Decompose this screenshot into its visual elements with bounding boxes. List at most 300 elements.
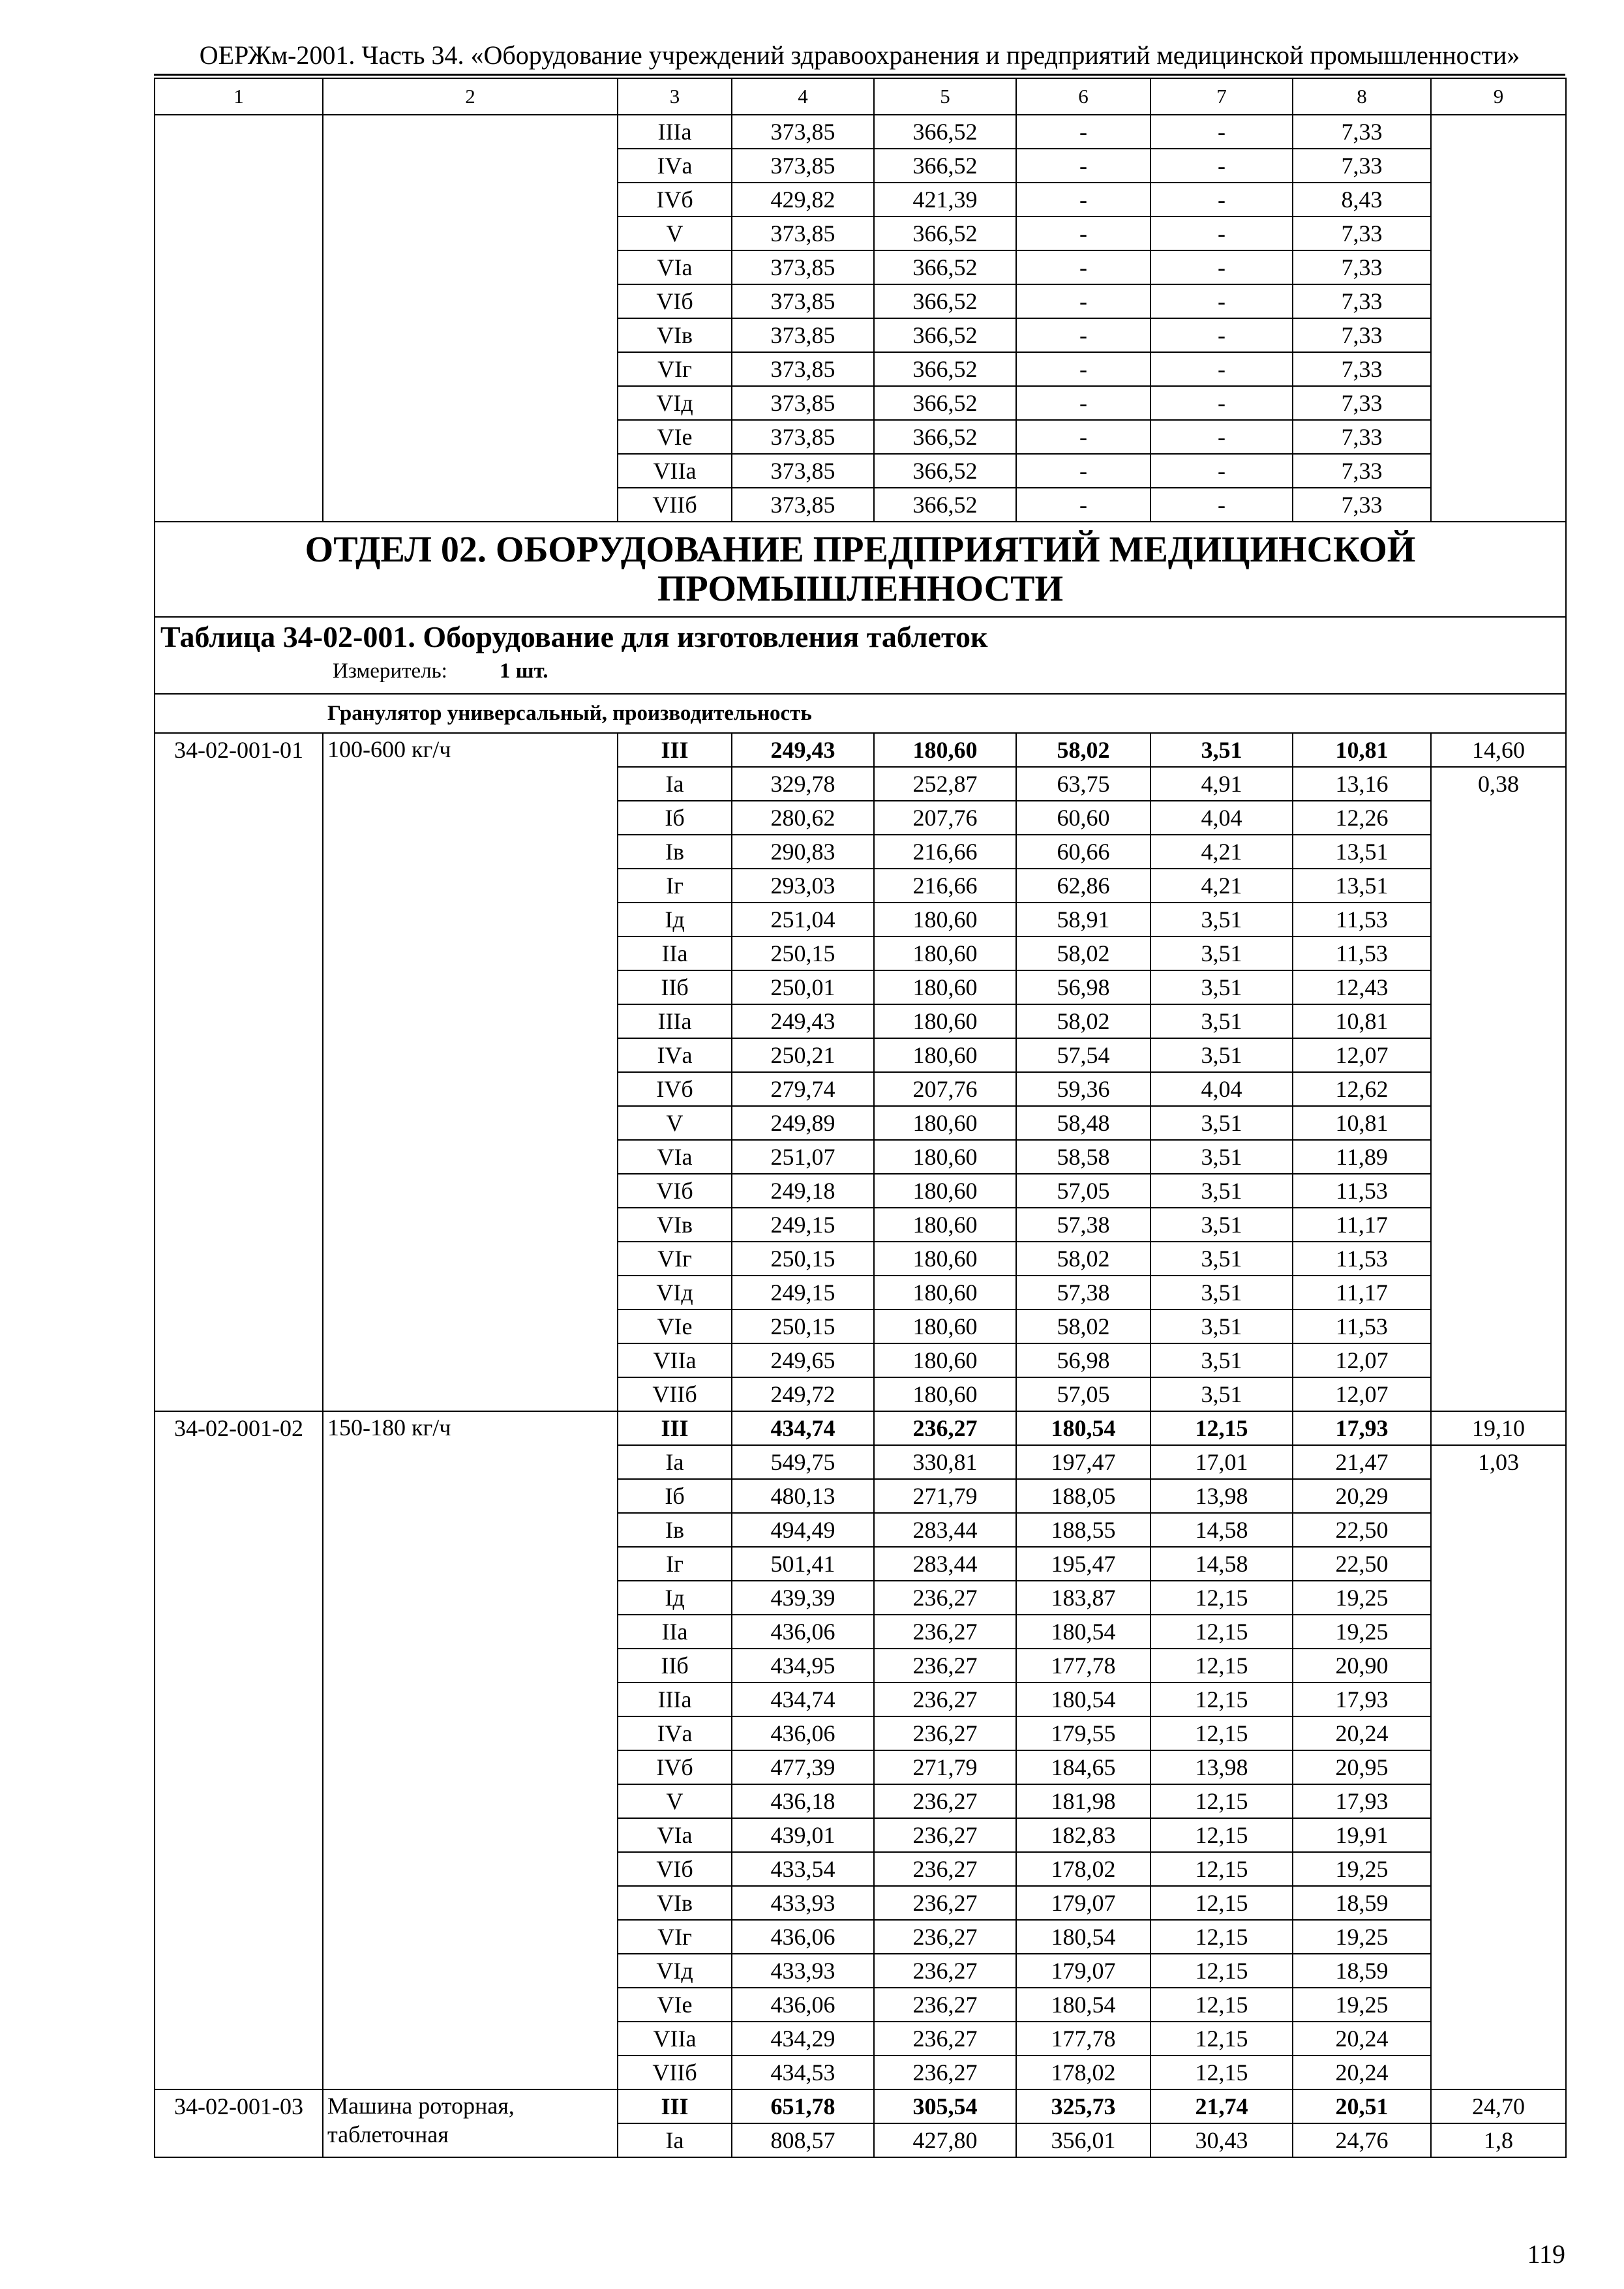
value-cell-c7: 4,91 (1150, 767, 1293, 801)
value-cell-c8: 17,93 (1293, 1784, 1431, 1818)
code-cell: 34-02-001-01 (155, 733, 323, 1411)
value-cell-c5: 180,60 (874, 1106, 1016, 1140)
value-cell-c5: 366,52 (874, 284, 1016, 318)
value-cell-c7: - (1150, 149, 1293, 183)
value-cell-c7: - (1150, 250, 1293, 284)
column-number: 7 (1150, 78, 1293, 115)
column-number: 1 (155, 78, 323, 115)
value-cell-c6: - (1016, 318, 1150, 352)
value-cell-c7: - (1150, 217, 1293, 250)
value-cell-c5: 271,79 (874, 1479, 1016, 1513)
zone-cell: Iб (618, 801, 732, 835)
value-cell-c4: 494,49 (732, 1513, 874, 1547)
value-cell-c7: 3,51 (1150, 1343, 1293, 1377)
value-cell-c5: 180,60 (874, 936, 1016, 970)
value-cell-c5: 366,52 (874, 149, 1016, 183)
value-cell-c8: 12,62 (1293, 1072, 1431, 1106)
value-cell-c5: 330,81 (874, 1445, 1016, 1479)
value-cell-c4: 439,39 (732, 1581, 874, 1615)
value-cell-c5: 236,27 (874, 1818, 1016, 1852)
table-row (155, 733, 1566, 767)
col9-cell (1431, 115, 1566, 522)
col9-cell: 1,8 (1431, 2123, 1566, 2157)
value-cell-c5: 180,60 (874, 1309, 1016, 1343)
zone-cell: VIIб (618, 1377, 732, 1411)
value-cell-c5: 366,52 (874, 420, 1016, 454)
value-cell-c5: 421,39 (874, 183, 1016, 217)
value-cell-c8: 11,89 (1293, 1140, 1431, 1174)
value-cell-c7: 30,43 (1150, 2123, 1293, 2157)
column-number: 9 (1431, 78, 1566, 115)
value-cell-c6: 179,07 (1016, 1954, 1150, 1988)
zone-cell: IVб (618, 1072, 732, 1106)
value-cell-c8: 12,07 (1293, 1343, 1431, 1377)
value-cell-c5: 236,27 (874, 1852, 1016, 1886)
value-cell-c7: 4,04 (1150, 1072, 1293, 1106)
value-cell-c4: 436,06 (732, 1988, 874, 2022)
value-cell-c8: 21,47 (1293, 1445, 1431, 1479)
value-cell-c6: 59,36 (1016, 1072, 1150, 1106)
value-cell-c6: 182,83 (1016, 1818, 1150, 1852)
value-cell-c7: 12,15 (1150, 1852, 1293, 1886)
value-cell-c6: 56,98 (1016, 970, 1150, 1004)
column-number: 6 (1016, 78, 1150, 115)
value-cell-c4: 433,93 (732, 1886, 874, 1920)
value-cell-c4: 250,21 (732, 1038, 874, 1072)
value-cell-c5: 180,60 (874, 1208, 1016, 1242)
value-cell-c5: 236,27 (874, 1411, 1016, 1445)
value-cell-c6: - (1016, 284, 1150, 318)
value-cell-c4: 501,41 (732, 1547, 874, 1581)
value-cell-c8: 10,81 (1293, 1004, 1431, 1038)
value-cell-c5: 366,52 (874, 318, 1016, 352)
value-cell-c5: 366,52 (874, 352, 1016, 386)
value-cell-c7: 4,21 (1150, 869, 1293, 903)
code-cell (155, 115, 323, 522)
value-cell-c8: 19,91 (1293, 1818, 1431, 1852)
value-cell-c6: - (1016, 149, 1150, 183)
value-cell-c8: 13,51 (1293, 869, 1431, 903)
value-cell-c7: 3,51 (1150, 1106, 1293, 1140)
document-header: ОЕРЖм-2001. Часть 34. «Оборудование учреждений здравоохранения и предприятий медицинской промышленности» (199, 40, 1520, 70)
value-cell-c4: 433,54 (732, 1852, 874, 1886)
value-cell-c7: 14,58 (1150, 1513, 1293, 1547)
value-cell-c8: 17,93 (1293, 1411, 1431, 1445)
value-cell-c4: 249,43 (732, 1004, 874, 1038)
value-cell-c5: 236,27 (874, 1920, 1016, 1954)
zone-cell: VIд (618, 1954, 732, 1988)
value-cell-c7: 3,51 (1150, 1004, 1293, 1038)
value-cell-c6: - (1016, 420, 1150, 454)
value-cell-c6: 178,02 (1016, 1852, 1150, 1886)
value-cell-c7: 3,51 (1150, 733, 1293, 767)
value-cell-c6: 178,02 (1016, 2056, 1150, 2089)
value-cell-c4: 373,85 (732, 284, 874, 318)
zone-cell: VIIа (618, 1343, 732, 1377)
value-cell-c6: 188,05 (1016, 1479, 1150, 1513)
value-cell-c7: 3,51 (1150, 936, 1293, 970)
value-cell-c4: 373,85 (732, 352, 874, 386)
group-header-row (155, 694, 1566, 733)
header-rule (154, 74, 1565, 76)
value-cell-c7: - (1150, 284, 1293, 318)
value-cell-c4: 434,74 (732, 1411, 874, 1445)
value-cell-c5: 180,60 (874, 1377, 1016, 1411)
value-cell-c7: - (1150, 183, 1293, 217)
zone-cell: IVа (618, 149, 732, 183)
value-cell-c4: 250,15 (732, 936, 874, 970)
value-cell-c6: 58,48 (1016, 1106, 1150, 1140)
value-cell-c8: 7,33 (1293, 115, 1431, 149)
value-cell-c8: 12,26 (1293, 801, 1431, 835)
value-cell-c6: - (1016, 352, 1150, 386)
value-cell-c4: 329,78 (732, 767, 874, 801)
rates-table (154, 78, 1567, 2158)
value-cell-c5: 180,60 (874, 1140, 1016, 1174)
unit-value: 1 шт. (499, 659, 549, 683)
value-cell-c6: 325,73 (1016, 2089, 1150, 2123)
value-cell-c4: 250,15 (732, 1242, 874, 1276)
value-cell-c7: - (1150, 454, 1293, 488)
value-cell-c7: - (1150, 318, 1293, 352)
code-cell: 34-02-001-02 (155, 1411, 323, 2089)
value-cell-c8: 22,50 (1293, 1513, 1431, 1547)
value-cell-c6: 180,54 (1016, 1615, 1150, 1649)
value-cell-c4: 249,72 (732, 1377, 874, 1411)
zone-cell: VIв (618, 1886, 732, 1920)
value-cell-c6: 195,47 (1016, 1547, 1150, 1581)
zone-cell: Iг (618, 869, 732, 903)
value-cell-c5: 180,60 (874, 733, 1016, 767)
value-cell-c5: 283,44 (874, 1513, 1016, 1547)
value-cell-c7: 12,15 (1150, 1988, 1293, 2022)
name-cell: 100-600 кг/ч (323, 733, 618, 1411)
value-cell-c7: 12,15 (1150, 1581, 1293, 1615)
zone-cell: III (618, 2089, 732, 2123)
zone-cell: IVб (618, 183, 732, 217)
value-cell-c8: 7,33 (1293, 386, 1431, 420)
value-cell-c6: 197,47 (1016, 1445, 1150, 1479)
value-cell-c6: - (1016, 454, 1150, 488)
value-cell-c5: 216,66 (874, 869, 1016, 903)
value-cell-c6: 180,54 (1016, 1920, 1150, 1954)
zone-cell: VIб (618, 1852, 732, 1886)
value-cell-c7: 12,15 (1150, 1784, 1293, 1818)
value-cell-c8: 19,25 (1293, 1852, 1431, 1886)
zone-cell: IIб (618, 970, 732, 1004)
zone-cell: IIIа (618, 115, 732, 149)
value-cell-c4: 250,01 (732, 970, 874, 1004)
unit-label: Измеритель: (333, 659, 447, 683)
value-cell-c7: 4,21 (1150, 835, 1293, 869)
value-cell-c8: 11,53 (1293, 1309, 1431, 1343)
value-cell-c7: 12,15 (1150, 1920, 1293, 1954)
value-cell-c7: 12,15 (1150, 1886, 1293, 1920)
zone-cell: Iа (618, 2123, 732, 2157)
value-cell-c8: 20,24 (1293, 1716, 1431, 1750)
zone-cell: IIб (618, 1649, 732, 1683)
value-cell-c8: 19,25 (1293, 1988, 1431, 2022)
value-cell-c8: 20,24 (1293, 2056, 1431, 2089)
value-cell-c6: 184,65 (1016, 1750, 1150, 1784)
value-cell-c5: 236,27 (874, 1615, 1016, 1649)
value-cell-c5: 236,27 (874, 1784, 1016, 1818)
value-cell-c5: 366,52 (874, 217, 1016, 250)
value-cell-c5: 236,27 (874, 1581, 1016, 1615)
value-cell-c8: 7,33 (1293, 217, 1431, 250)
value-cell-c6: 177,78 (1016, 1649, 1150, 1683)
value-cell-c4: 436,18 (732, 1784, 874, 1818)
value-cell-c5: 283,44 (874, 1547, 1016, 1581)
value-cell-c7: 12,15 (1150, 1683, 1293, 1716)
value-cell-c5: 180,60 (874, 1343, 1016, 1377)
column-number-row (155, 78, 1566, 115)
unit-line (160, 657, 1560, 685)
value-cell-c7: 12,15 (1150, 1411, 1293, 1445)
value-cell-c7: 3,51 (1150, 1377, 1293, 1411)
code-cell: 34-02-001-03 (155, 2089, 323, 2157)
name-cell: Машина роторная, таблеточная (323, 2089, 618, 2157)
col9-cell: 14,60 (1431, 733, 1566, 767)
zone-cell: VIа (618, 1140, 732, 1174)
zone-cell: Iд (618, 1581, 732, 1615)
value-cell-c6: - (1016, 488, 1150, 522)
value-cell-c4: 250,15 (732, 1309, 874, 1343)
column-number: 5 (874, 78, 1016, 115)
value-cell-c4: 429,82 (732, 183, 874, 217)
value-cell-c6: 180,54 (1016, 1683, 1150, 1716)
value-cell-c7: 12,15 (1150, 1954, 1293, 1988)
value-cell-c8: 18,59 (1293, 1954, 1431, 1988)
zone-cell: Iа (618, 1445, 732, 1479)
value-cell-c5: 236,27 (874, 1886, 1016, 1920)
value-cell-c5: 180,60 (874, 970, 1016, 1004)
col9-cell: 19,10 (1431, 1411, 1566, 1445)
value-cell-c8: 13,51 (1293, 835, 1431, 869)
col9-cell: 0,38 (1431, 767, 1566, 1411)
zone-cell: Iв (618, 1513, 732, 1547)
value-cell-c6: 56,98 (1016, 1343, 1150, 1377)
value-cell-c6: 179,55 (1016, 1716, 1150, 1750)
value-cell-c5: 366,52 (874, 115, 1016, 149)
value-cell-c7: - (1150, 420, 1293, 454)
value-cell-c4: 293,03 (732, 869, 874, 903)
zone-cell: VIд (618, 386, 732, 420)
value-cell-c7: 3,51 (1150, 1174, 1293, 1208)
value-cell-c7: - (1150, 488, 1293, 522)
value-cell-c8: 7,33 (1293, 420, 1431, 454)
value-cell-c4: 249,15 (732, 1208, 874, 1242)
table-title-row (155, 617, 1566, 694)
value-cell-c4: 251,04 (732, 903, 874, 936)
value-cell-c8: 20,95 (1293, 1750, 1431, 1784)
value-cell-c6: 356,01 (1016, 2123, 1150, 2157)
value-cell-c4: 434,95 (732, 1649, 874, 1683)
value-cell-c6: - (1016, 183, 1150, 217)
value-cell-c7: 4,04 (1150, 801, 1293, 835)
value-cell-c4: 436,06 (732, 1716, 874, 1750)
value-cell-c4: 249,43 (732, 733, 874, 767)
value-cell-c4: 373,85 (732, 386, 874, 420)
value-cell-c4: 434,29 (732, 2022, 874, 2056)
value-cell-c6: - (1016, 386, 1150, 420)
zone-cell: Iв (618, 835, 732, 869)
value-cell-c8: 20,90 (1293, 1649, 1431, 1683)
zone-cell: VIб (618, 284, 732, 318)
value-cell-c4: 249,18 (732, 1174, 874, 1208)
value-cell-c4: 373,85 (732, 217, 874, 250)
zone-cell: VIг (618, 1920, 732, 1954)
value-cell-c8: 11,17 (1293, 1208, 1431, 1242)
value-cell-c8: 17,93 (1293, 1683, 1431, 1716)
value-cell-c5: 236,27 (874, 2056, 1016, 2089)
value-cell-c8: 11,53 (1293, 1174, 1431, 1208)
column-number: 8 (1293, 78, 1431, 115)
zone-cell: V (618, 1106, 732, 1140)
zone-cell: III (618, 1411, 732, 1445)
table-title: Таблица 34-02-001. Оборудование для изготовления таблеток (160, 620, 988, 653)
value-cell-c7: 3,51 (1150, 1038, 1293, 1072)
value-cell-c8: 20,51 (1293, 2089, 1431, 2123)
value-cell-c6: 188,55 (1016, 1513, 1150, 1547)
value-cell-c7: 3,51 (1150, 1309, 1293, 1343)
value-cell-c8: 20,29 (1293, 1479, 1431, 1513)
value-cell-c4: 373,85 (732, 250, 874, 284)
zone-cell: VIа (618, 1818, 732, 1852)
value-cell-c7: - (1150, 352, 1293, 386)
value-cell-c7: 13,98 (1150, 1750, 1293, 1784)
value-cell-c8: 24,76 (1293, 2123, 1431, 2157)
value-cell-c5: 207,76 (874, 1072, 1016, 1106)
value-cell-c4: 373,85 (732, 318, 874, 352)
zone-cell: IIа (618, 936, 732, 970)
value-cell-c6: 57,05 (1016, 1377, 1150, 1411)
zone-cell: VIв (618, 1208, 732, 1242)
value-cell-c6: 63,75 (1016, 767, 1150, 801)
value-cell-c7: 3,51 (1150, 1140, 1293, 1174)
value-cell-c6: 177,78 (1016, 2022, 1150, 2056)
value-cell-c6: 180,54 (1016, 1411, 1150, 1445)
zone-cell: VIIа (618, 2022, 732, 2056)
zone-cell: VIIб (618, 2056, 732, 2089)
value-cell-c5: 271,79 (874, 1750, 1016, 1784)
value-cell-c8: 19,25 (1293, 1920, 1431, 1954)
value-cell-c5: 236,27 (874, 1716, 1016, 1750)
value-cell-c6: 60,66 (1016, 835, 1150, 869)
table-row (155, 2089, 1566, 2123)
value-cell-c8: 7,33 (1293, 352, 1431, 386)
value-cell-c6: 57,05 (1016, 1174, 1150, 1208)
value-cell-c5: 366,52 (874, 488, 1016, 522)
value-cell-c6: 57,38 (1016, 1276, 1150, 1309)
value-cell-c5: 236,27 (874, 1954, 1016, 1988)
value-cell-c6: - (1016, 217, 1150, 250)
value-cell-c6: 180,54 (1016, 1988, 1150, 2022)
value-cell-c6: 58,91 (1016, 903, 1150, 936)
value-cell-c4: 436,06 (732, 1920, 874, 1954)
value-cell-c4: 808,57 (732, 2123, 874, 2157)
zone-cell: Iб (618, 1479, 732, 1513)
value-cell-c4: 373,85 (732, 420, 874, 454)
value-cell-c8: 8,43 (1293, 183, 1431, 217)
value-cell-c8: 13,16 (1293, 767, 1431, 801)
value-cell-c6: 58,02 (1016, 1004, 1150, 1038)
zone-cell: IIа (618, 1615, 732, 1649)
value-cell-c5: 180,60 (874, 1038, 1016, 1072)
zone-cell: VIб (618, 1174, 732, 1208)
name-cell (323, 115, 618, 522)
zone-cell: VIг (618, 1242, 732, 1276)
value-cell-c5: 366,52 (874, 386, 1016, 420)
value-cell-c7: 21,74 (1150, 2089, 1293, 2123)
col9-cell: 1,03 (1431, 1445, 1566, 2089)
zone-cell: VIIб (618, 488, 732, 522)
value-cell-c7: 12,15 (1150, 1716, 1293, 1750)
value-cell-c7: - (1150, 115, 1293, 149)
value-cell-c7: 12,15 (1150, 1649, 1293, 1683)
value-cell-c6: 62,86 (1016, 869, 1150, 903)
value-cell-c4: 433,93 (732, 1954, 874, 1988)
value-cell-c6: 58,02 (1016, 1242, 1150, 1276)
value-cell-c8: 10,81 (1293, 1106, 1431, 1140)
zone-cell: VIг (618, 352, 732, 386)
value-cell-c6: 179,07 (1016, 1886, 1150, 1920)
value-cell-c7: 12,15 (1150, 2056, 1293, 2089)
section-title: ОТДЕЛ 02. ОБОРУДОВАНИЕ ПРЕДПРИЯТИЙ МЕДИЦИНСКОЙ ПРОМЫШЛЕННОСТИ (155, 522, 1566, 617)
value-cell-c4: 279,74 (732, 1072, 874, 1106)
value-cell-c5: 180,60 (874, 903, 1016, 936)
value-cell-c6: 58,02 (1016, 1309, 1150, 1343)
value-cell-c5: 207,76 (874, 801, 1016, 835)
value-cell-c4: 477,39 (732, 1750, 874, 1784)
value-cell-c4: 439,01 (732, 1818, 874, 1852)
value-cell-c8: 12,43 (1293, 970, 1431, 1004)
name-cell: 150-180 кг/ч (323, 1411, 618, 2089)
value-cell-c8: 12,07 (1293, 1038, 1431, 1072)
table-row (155, 1411, 1566, 1445)
value-cell-c5: 305,54 (874, 2089, 1016, 2123)
value-cell-c4: 434,74 (732, 1683, 874, 1716)
value-cell-c6: 57,54 (1016, 1038, 1150, 1072)
value-cell-c4: 290,83 (732, 835, 874, 869)
value-cell-c7: 3,51 (1150, 1208, 1293, 1242)
value-cell-c5: 366,52 (874, 454, 1016, 488)
value-cell-c8: 11,17 (1293, 1276, 1431, 1309)
value-cell-c8: 11,53 (1293, 936, 1431, 970)
value-cell-c4: 249,15 (732, 1276, 874, 1309)
value-cell-c7: 3,51 (1150, 903, 1293, 936)
value-cell-c5: 236,27 (874, 2022, 1016, 2056)
value-cell-c8: 7,33 (1293, 250, 1431, 284)
value-cell-c4: 249,65 (732, 1343, 874, 1377)
value-cell-c8: 11,53 (1293, 903, 1431, 936)
value-cell-c8: 10,81 (1293, 733, 1431, 767)
value-cell-c5: 180,60 (874, 1174, 1016, 1208)
value-cell-c6: 58,02 (1016, 936, 1150, 970)
page-number: 119 (1527, 2239, 1565, 2269)
zone-cell: IVа (618, 1716, 732, 1750)
value-cell-c6: 57,38 (1016, 1208, 1150, 1242)
section-row (155, 522, 1566, 617)
value-cell-c5: 252,87 (874, 767, 1016, 801)
value-cell-c5: 236,27 (874, 1683, 1016, 1716)
zone-cell: V (618, 1784, 732, 1818)
zone-cell: VIе (618, 1309, 732, 1343)
value-cell-c8: 7,33 (1293, 149, 1431, 183)
value-cell-c4: 251,07 (732, 1140, 874, 1174)
value-cell-c7: - (1150, 386, 1293, 420)
value-cell-c4: 480,13 (732, 1479, 874, 1513)
